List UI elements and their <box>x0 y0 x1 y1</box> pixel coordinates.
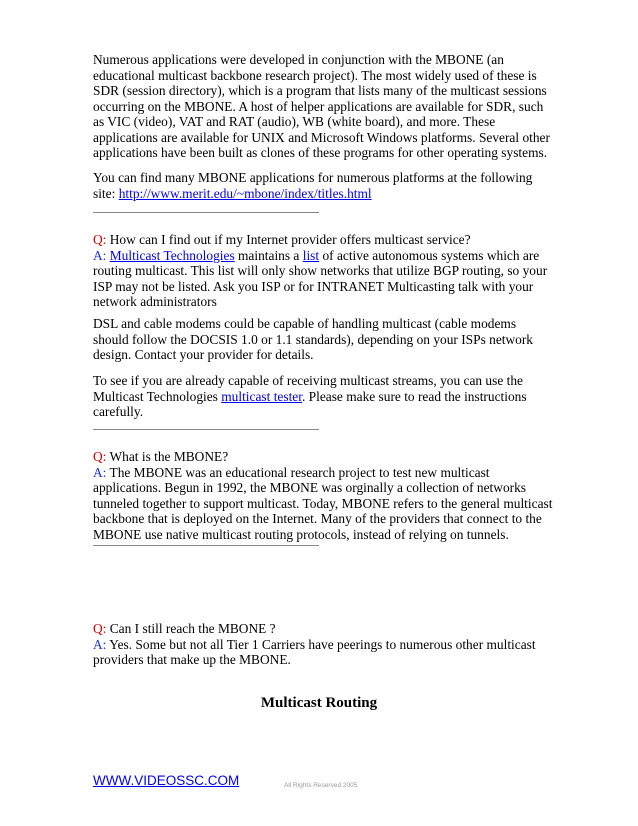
multicast-technologies-link[interactable]: Multicast Technologies <box>109 247 235 263</box>
answer-text: Yes. Some but not all Tier 1 Carriers have peerings to numerous other multicast providers that make up the MBONE. <box>93 636 536 667</box>
answer-label: A: <box>93 636 107 652</box>
section-title: Multicast Routing <box>260 695 378 711</box>
question-label: Q: <box>93 232 107 247</box>
answer-text: The MBONE was an educational research project to test new multicast applications. Begun in 1992, the MBONE was orginally a collection of networks tunneled together to support multicast. Today, MBONE refers to the general multicast backbone that is deployed on the Internet. Many of the providers that connect to the MBONE use native multicast routing protocols, instead of relying on tunnels. <box>93 464 553 542</box>
qa-reach-mbone <box>93 621 553 668</box>
answer-text: of active autonomous systems which are routing multicast. This list will only show networks that utilize BGP routing, so your ISP may not be listed. Ask you ISP or for INTRANET Multicasting talk with your network administrators <box>93 247 548 309</box>
answer-label: A: <box>93 247 107 263</box>
paragraph-multicast-tester <box>93 373 553 420</box>
tester-text-before: To see if you are already capable of receiving multicast streams, you can use the Multicast Technologies <box>93 373 523 404</box>
multicast-tester-link[interactable]: multicast tester <box>221 388 302 404</box>
paragraph-sdr-applications: Numerous applications were developed in conjunction with the MBONE (an educational multicast backbone research project). The most widely used of these is SDR (session directory), which is a program that lists many of the multicast sessions occurring on the MBONE. A host of helper applications are available for SDR, such as VIC (video), VAT and RAT (audio), WB (white board), and more. These applications are available for UNIX and Microsoft Windows platforms. Several other applications have been built as clones of these programs for other operating systems. <box>93 52 550 160</box>
answer-text-mid: maintains a <box>234 247 303 263</box>
footer-copyright: All Rights Reserved 2005 <box>284 782 358 789</box>
answer-label: A: <box>93 464 107 480</box>
tester-text-after: . Please make sure to read the instructions carefully. <box>93 388 527 419</box>
divider <box>93 545 319 546</box>
divider <box>93 429 319 430</box>
question-text: How can I find out if my Internet provider offers multicast service? <box>106 232 471 247</box>
paragraph-mbone-site-text: You can find many MBONE applications for numerous platforms at the following site: <box>93 170 533 201</box>
question-label: Q: <box>93 449 107 464</box>
merit-mbone-link[interactable]: http://www.merit.edu/~mbone/index/titles.html <box>118 185 372 201</box>
question-label: Q: <box>93 621 107 636</box>
paragraph-mbone-site <box>93 170 553 201</box>
footer-website-link[interactable]: WWW.VIDEOSSC.COM <box>93 773 240 788</box>
paragraph-dsl-cable: DSL and cable modems could be capable of handling multicast (cable modems should follow the DOCSIS 1.0 or 1.1 standards), depending on your ISPs network design. Contact your provider for details. <box>93 316 534 362</box>
qa-multicast-service <box>93 232 553 310</box>
as-list-link[interactable]: list <box>302 247 320 263</box>
qa-what-is-mbone <box>93 449 553 542</box>
divider <box>93 212 319 213</box>
question-text: What is the MBONE? <box>106 449 229 464</box>
question-text: Can I still reach the MBONE ? <box>106 621 276 636</box>
